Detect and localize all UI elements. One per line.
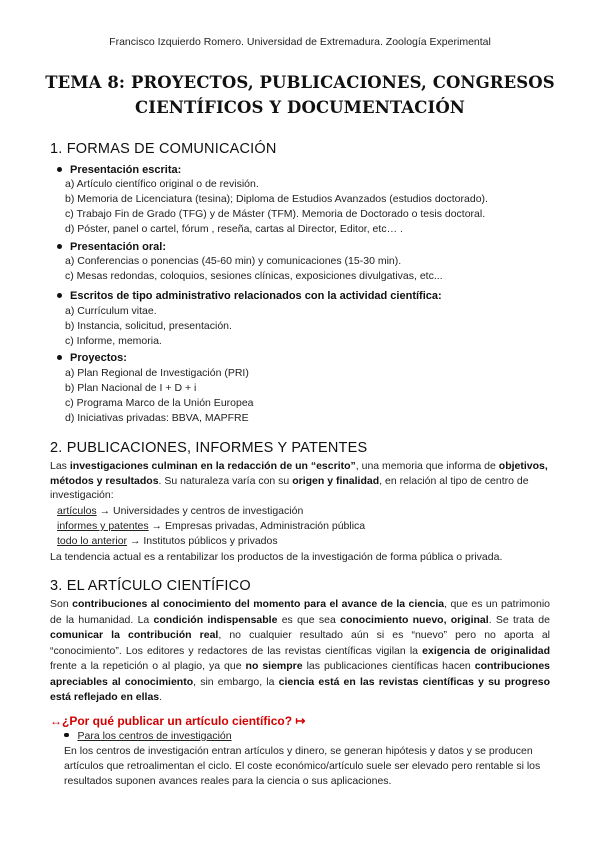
list-item: c) Mesas redondas, coloquios, sesiones clínicas, exposiciones divulgativas, etc... bbox=[65, 270, 443, 282]
section-1-heading: 1. FORMAS DE COMUNICACIÓN bbox=[50, 141, 277, 157]
section-3-heading: 3. EL ARTÍCULO CIENTÍFICO bbox=[50, 578, 251, 594]
mapping-row: todo lo anterior → Institutos públicos y privados bbox=[57, 535, 278, 547]
list-item: a) Plan Regional de Investigación (PRI) bbox=[65, 367, 249, 379]
list-item: d) Póster, panel o cartel, fórum , reseña, cartas al Director, Editor, etc… . bbox=[65, 223, 403, 235]
mapping-row: informes y patentes → Empresas privadas, Administración pública bbox=[57, 520, 366, 532]
group-heading-projects: Proyectos: bbox=[57, 352, 127, 364]
section-2-heading: 2. PUBLICACIONES, INFORMES Y PATENTES bbox=[50, 440, 368, 456]
mapping-row: artículos → Universidades y centros de investigación bbox=[57, 505, 304, 517]
list-item: a) Artículo científico original o de revisión. bbox=[65, 178, 259, 190]
title-line-2: CIENTÍFICOS Y DOCUMENTACIÓN bbox=[135, 98, 465, 117]
list-item: b) Memoria de Licenciatura (tesina); Diploma de Estudios Avanzados (estudios doctorado). bbox=[65, 193, 488, 205]
group-heading-written: Presentación escrita: bbox=[57, 164, 181, 176]
list-item: d) Iniciativas privadas: BBVA, MAPFRE bbox=[65, 412, 249, 424]
list-item: c) Informe, memoria. bbox=[65, 335, 162, 347]
group-heading-oral: Presentación oral: bbox=[57, 241, 166, 253]
why-publish-heading: ↔¿Por qué publicar un artículo científico? ↦ bbox=[50, 714, 306, 728]
section-2-paragraph: Las investigaciones culminan en la redacción de un “escrito”, una memoria que informa de objetivos, métodos y resultados. Su naturaleza varía con su origen y finalidad, en relación al tipo de centro de investigación: bbox=[50, 460, 548, 501]
group-heading-administrative: Escritos de tipo administrativo relacionados con la actividad científica: bbox=[57, 290, 442, 302]
section-2-closing: La tendencia actual es a rentabilizar los productos de la investigación de forma pública o privada. bbox=[50, 551, 503, 563]
section-3-paragraph: Son contribuciones al conocimiento del momento para el avance de la ciencia, que es un patrimonio de la humanidad. La condición indispensable es que sea conocimiento nuevo, original. Se trata de comunicar la contribución real, no cualquier resultado aún si es “nuevo” pero no aporta al “conocimiento”. Los editores y redactores de las revistas científicas vigilan la exigencia de originalidad frente a la repetición o al plagio, ya que no siempre las publicaciones científicas hacen contribuciones apreciables al conocimiento, sin embargo, la ciencia está en las revistas científicas y su progreso está reflejado en ellas. bbox=[50, 598, 551, 703]
bullet-icon bbox=[57, 167, 62, 172]
bullet-icon bbox=[57, 293, 62, 298]
title-line-1: TEMA 8: PROYECTOS, PUBLICACIONES, CONGRESOS bbox=[45, 73, 555, 92]
list-item: a) Currículum vitae. bbox=[65, 305, 157, 317]
bullet-icon bbox=[64, 733, 69, 738]
page-title bbox=[30, 70, 570, 120]
bullet-icon bbox=[57, 244, 62, 249]
list-item: b) Plan Nacional de I + D + i bbox=[65, 382, 197, 394]
list-item: a) Conferencias o ponencias (45-60 min) y comunicaciones (15-30 min). bbox=[65, 255, 402, 267]
list-item: c) Trabajo Fin de Grado (TFG) y de Máster (TFM). Memoria de Doctorado o tesis doctoral. bbox=[65, 208, 486, 220]
list-item: b) Instancia, solicitud, presentación. bbox=[65, 320, 232, 332]
research-centers-paragraph: En los centros de investigación entran artículos y dinero, se generan hipótesis y datos y se producen artículos que retroalimentan el ciclo. El coste económico/artículo suele ser elevado pero rentable si los resultados suponen avances reales para la ciencia o sus aplicaciones. bbox=[64, 745, 541, 787]
list-item: c) Programa Marco de la Unión Europea bbox=[65, 397, 254, 409]
running-header: Francisco Izquierdo Romero. Universidad de Extremadura. Zoología Experimental bbox=[109, 36, 491, 48]
sub-bullet-research-centers: Para los centros de investigación bbox=[64, 730, 232, 742]
bullet-icon bbox=[57, 355, 62, 360]
